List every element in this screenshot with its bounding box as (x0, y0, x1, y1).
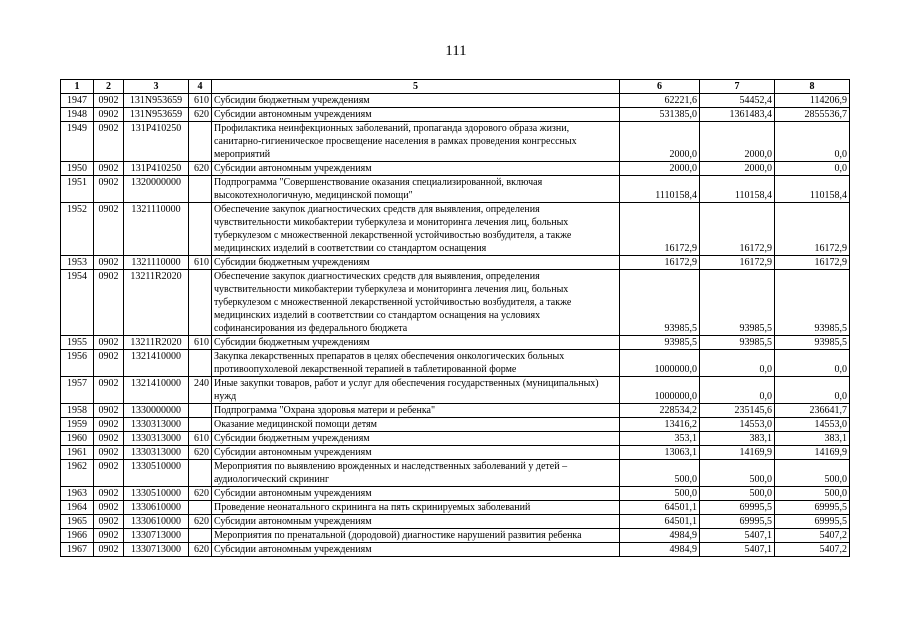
amount-col-8: 114206,9 (775, 94, 850, 108)
amount-col-7: 14169,9 (700, 446, 775, 460)
row-number: 1957 (61, 377, 94, 404)
amount-col-7: 2000,0 (700, 122, 775, 162)
expense-type-code (189, 350, 212, 377)
section-code: 0902 (94, 256, 124, 270)
amount-col-6: 4984,9 (620, 543, 700, 557)
amount-col-6: 2000,0 (620, 122, 700, 162)
table-row (61, 418, 850, 432)
row-description: Субсидии автономным учреждениям (212, 543, 620, 557)
amount-col-8: 0,0 (775, 162, 850, 176)
row-description: Обеспечение закупок диагностических средств для выявления, определения чувствительности микобактерии туберкулеза и мониторинга лечения лиц, больных туберкулезом с множественной лекарственной устойчивостью возбудителя, а также медицинских изделий в соответствии со стандартом оснащения на условиях софинансирования из федерального бюджета (212, 270, 620, 336)
row-description: Субсидии бюджетным учреждениям (212, 94, 620, 108)
table-header-row (61, 80, 850, 94)
header-col-6: 6 (620, 80, 700, 94)
row-description: Субсидии автономным учреждениям (212, 446, 620, 460)
amount-col-7: 0,0 (700, 350, 775, 377)
row-number: 1956 (61, 350, 94, 377)
row-number: 1950 (61, 162, 94, 176)
table-row (61, 336, 850, 350)
section-code: 0902 (94, 418, 124, 432)
expense-type-code (189, 501, 212, 515)
expense-type-code (189, 418, 212, 432)
row-number: 1966 (61, 529, 94, 543)
target-article-code: 1330313000 (124, 432, 189, 446)
expense-type-code (189, 203, 212, 256)
expense-type-code: 610 (189, 432, 212, 446)
amount-col-6: 1000000,0 (620, 377, 700, 404)
row-description: Подпрограмма "Охрана здоровья матери и ребенка" (212, 404, 620, 418)
header-col-3: 3 (124, 80, 189, 94)
row-description: Подпрограмма "Совершенствование оказания специализированной, включая высокотехнологичную, медицинской помощи" (212, 176, 620, 203)
row-description: Субсидии автономным учреждениям (212, 515, 620, 529)
amount-col-6: 64501,1 (620, 515, 700, 529)
row-number: 1958 (61, 404, 94, 418)
amount-col-6: 2000,0 (620, 162, 700, 176)
amount-col-8: 16172,9 (775, 203, 850, 256)
target-article-code: 1321410000 (124, 377, 189, 404)
row-number: 1960 (61, 432, 94, 446)
row-description: Обеспечение закупок диагностических средств для выявления, определения чувствительности микобактерии туберкулеза и мониторинга лечения лиц, больных туберкулезом с множественной лекарственной устойчивостью возбудителя, а также медицинских изделий в соответствии со стандартом оснащения (212, 203, 620, 256)
row-description: Мероприятия по пренатальной (дородовой) диагностике нарушений развития ребенка (212, 529, 620, 543)
section-code: 0902 (94, 529, 124, 543)
row-description: Проведение неонатального скрининга на пять скринируемых заболеваний (212, 501, 620, 515)
section-code: 0902 (94, 122, 124, 162)
section-code: 0902 (94, 404, 124, 418)
expense-type-code: 610 (189, 256, 212, 270)
row-number: 1961 (61, 446, 94, 460)
section-code: 0902 (94, 270, 124, 336)
section-code: 0902 (94, 377, 124, 404)
row-number: 1954 (61, 270, 94, 336)
amount-col-7: 54452,4 (700, 94, 775, 108)
target-article-code: 1330610000 (124, 501, 189, 515)
table-row (61, 94, 850, 108)
target-article-code: 1330713000 (124, 529, 189, 543)
table-row (61, 432, 850, 446)
row-number: 1947 (61, 94, 94, 108)
header-col-1: 1 (61, 80, 94, 94)
expense-type-code: 620 (189, 162, 212, 176)
amount-col-7: 2000,0 (700, 162, 775, 176)
row-description: Оказание медицинской помощи детям (212, 418, 620, 432)
target-article-code: 1321110000 (124, 256, 189, 270)
amount-col-8: 5407,2 (775, 529, 850, 543)
amount-col-8: 93985,5 (775, 270, 850, 336)
amount-col-7: 500,0 (700, 460, 775, 487)
table-row (61, 122, 850, 162)
target-article-code: 1330510000 (124, 487, 189, 501)
expense-type-code (189, 270, 212, 336)
table-row (61, 543, 850, 557)
target-article-code: 131P410250 (124, 162, 189, 176)
table-row (61, 515, 850, 529)
header-col-7: 7 (700, 80, 775, 94)
expense-type-code (189, 404, 212, 418)
row-description: Иные закупки товаров, работ и услуг для обеспечения государственных (муниципальных) нужд (212, 377, 620, 404)
expense-type-code: 620 (189, 108, 212, 122)
amount-col-6: 1000000,0 (620, 350, 700, 377)
table-row (61, 529, 850, 543)
amount-col-8: 0,0 (775, 377, 850, 404)
budget-table (60, 79, 850, 557)
row-number: 1965 (61, 515, 94, 529)
amount-col-8: 93985,5 (775, 336, 850, 350)
row-number: 1955 (61, 336, 94, 350)
section-code: 0902 (94, 543, 124, 557)
table-row (61, 487, 850, 501)
table-row (61, 350, 850, 377)
amount-col-8: 500,0 (775, 487, 850, 501)
row-description: Мероприятия по выявлению врожденных и наследственных заболеваний у детей – аудиологический скрининг (212, 460, 620, 487)
amount-col-7: 16172,9 (700, 203, 775, 256)
target-article-code: 131N953659 (124, 94, 189, 108)
header-col-2: 2 (94, 80, 124, 94)
amount-col-8: 69995,5 (775, 501, 850, 515)
amount-col-6: 93985,5 (620, 270, 700, 336)
section-code: 0902 (94, 176, 124, 203)
amount-col-6: 4984,9 (620, 529, 700, 543)
section-code: 0902 (94, 350, 124, 377)
amount-col-8: 110158,4 (775, 176, 850, 203)
section-code: 0902 (94, 432, 124, 446)
row-number: 1948 (61, 108, 94, 122)
expense-type-code: 620 (189, 515, 212, 529)
amount-col-7: 93985,5 (700, 270, 775, 336)
amount-col-7: 5407,1 (700, 529, 775, 543)
amount-col-7: 69995,5 (700, 501, 775, 515)
row-number: 1949 (61, 122, 94, 162)
amount-col-7: 93985,5 (700, 336, 775, 350)
amount-col-6: 1110158,4 (620, 176, 700, 203)
target-article-code: 1330313000 (124, 446, 189, 460)
amount-col-6: 353,1 (620, 432, 700, 446)
row-description: Закупка лекарственных препаратов в целях обеспечения онкологических больных противоопухолевой лекарственной терапией в таблетированной форме (212, 350, 620, 377)
amount-col-8: 383,1 (775, 432, 850, 446)
amount-col-6: 500,0 (620, 487, 700, 501)
amount-col-7: 1361483,4 (700, 108, 775, 122)
section-code: 0902 (94, 446, 124, 460)
row-description: Субсидии бюджетным учреждениям (212, 256, 620, 270)
expense-type-code: 620 (189, 487, 212, 501)
target-article-code: 1330000000 (124, 404, 189, 418)
row-number: 1967 (61, 543, 94, 557)
amount-col-6: 228534,2 (620, 404, 700, 418)
amount-col-7: 16172,9 (700, 256, 775, 270)
table-row (61, 108, 850, 122)
section-code: 0902 (94, 515, 124, 529)
amount-col-7: 383,1 (700, 432, 775, 446)
row-description: Профилактика неинфекционных заболеваний, пропаганда здорового образа жизни, санитарно-гигиеническое просвещение населения в рамках проведения конгрессных мероприятий (212, 122, 620, 162)
target-article-code: 1330713000 (124, 543, 189, 557)
expense-type-code: 610 (189, 336, 212, 350)
section-code: 0902 (94, 108, 124, 122)
expense-type-code: 620 (189, 446, 212, 460)
section-code: 0902 (94, 336, 124, 350)
amount-col-8: 5407,2 (775, 543, 850, 557)
amount-col-6: 93985,5 (620, 336, 700, 350)
amount-col-6: 500,0 (620, 460, 700, 487)
row-description: Субсидии автономным учреждениям (212, 487, 620, 501)
amount-col-8: 69995,5 (775, 515, 850, 529)
header-col-8: 8 (775, 80, 850, 94)
amount-col-8: 2855536,7 (775, 108, 850, 122)
row-number: 1953 (61, 256, 94, 270)
section-code: 0902 (94, 460, 124, 487)
amount-col-7: 0,0 (700, 377, 775, 404)
row-description: Субсидии бюджетным учреждениям (212, 432, 620, 446)
expense-type-code: 240 (189, 377, 212, 404)
table-row (61, 446, 850, 460)
header-col-4: 4 (189, 80, 212, 94)
target-article-code: 13211R2020 (124, 336, 189, 350)
target-article-code: 1321410000 (124, 350, 189, 377)
table-row (61, 501, 850, 515)
page-number: 111 (445, 43, 467, 59)
table-row (61, 460, 850, 487)
amount-col-8: 0,0 (775, 350, 850, 377)
row-number: 1951 (61, 176, 94, 203)
target-article-code: 131P410250 (124, 122, 189, 162)
expense-type-code (189, 460, 212, 487)
amount-col-8: 14553,0 (775, 418, 850, 432)
table-row (61, 176, 850, 203)
row-description: Субсидии автономным учреждениям (212, 108, 620, 122)
target-article-code: 131N953659 (124, 108, 189, 122)
amount-col-7: 69995,5 (700, 515, 775, 529)
table-row (61, 256, 850, 270)
expense-type-code (189, 122, 212, 162)
target-article-code: 1330610000 (124, 515, 189, 529)
table-row (61, 270, 850, 336)
amount-col-8: 14169,9 (775, 446, 850, 460)
target-article-code: 1321110000 (124, 203, 189, 256)
row-number: 1964 (61, 501, 94, 515)
row-description: Субсидии автономным учреждениям (212, 162, 620, 176)
amount-col-6: 16172,9 (620, 203, 700, 256)
row-number: 1952 (61, 203, 94, 256)
amount-col-8: 500,0 (775, 460, 850, 487)
target-article-code: 1330313000 (124, 418, 189, 432)
amount-col-6: 16172,9 (620, 256, 700, 270)
expense-type-code (189, 176, 212, 203)
amount-col-7: 235145,6 (700, 404, 775, 418)
amount-col-6: 13063,1 (620, 446, 700, 460)
amount-col-6: 64501,1 (620, 501, 700, 515)
amount-col-6: 13416,2 (620, 418, 700, 432)
expense-type-code: 610 (189, 94, 212, 108)
section-code: 0902 (94, 203, 124, 256)
expense-type-code: 620 (189, 543, 212, 557)
section-code: 0902 (94, 487, 124, 501)
section-code: 0902 (94, 162, 124, 176)
section-code: 0902 (94, 94, 124, 108)
target-article-code: 1320000000 (124, 176, 189, 203)
table-row (61, 203, 850, 256)
table-row (61, 162, 850, 176)
expense-type-code (189, 529, 212, 543)
row-description: Субсидии бюджетным учреждениям (212, 336, 620, 350)
header-col-5: 5 (212, 80, 620, 94)
amount-col-7: 110158,4 (700, 176, 775, 203)
amount-col-7: 14553,0 (700, 418, 775, 432)
amount-col-8: 236641,7 (775, 404, 850, 418)
amount-col-8: 16172,9 (775, 256, 850, 270)
target-article-code: 13211R2020 (124, 270, 189, 336)
table-row (61, 377, 850, 404)
amount-col-6: 531385,0 (620, 108, 700, 122)
amount-col-6: 62221,6 (620, 94, 700, 108)
amount-col-7: 500,0 (700, 487, 775, 501)
target-article-code: 1330510000 (124, 460, 189, 487)
table-row (61, 404, 850, 418)
row-number: 1962 (61, 460, 94, 487)
section-code: 0902 (94, 501, 124, 515)
row-number: 1963 (61, 487, 94, 501)
amount-col-7: 5407,1 (700, 543, 775, 557)
row-number: 1959 (61, 418, 94, 432)
amount-col-8: 0,0 (775, 122, 850, 162)
